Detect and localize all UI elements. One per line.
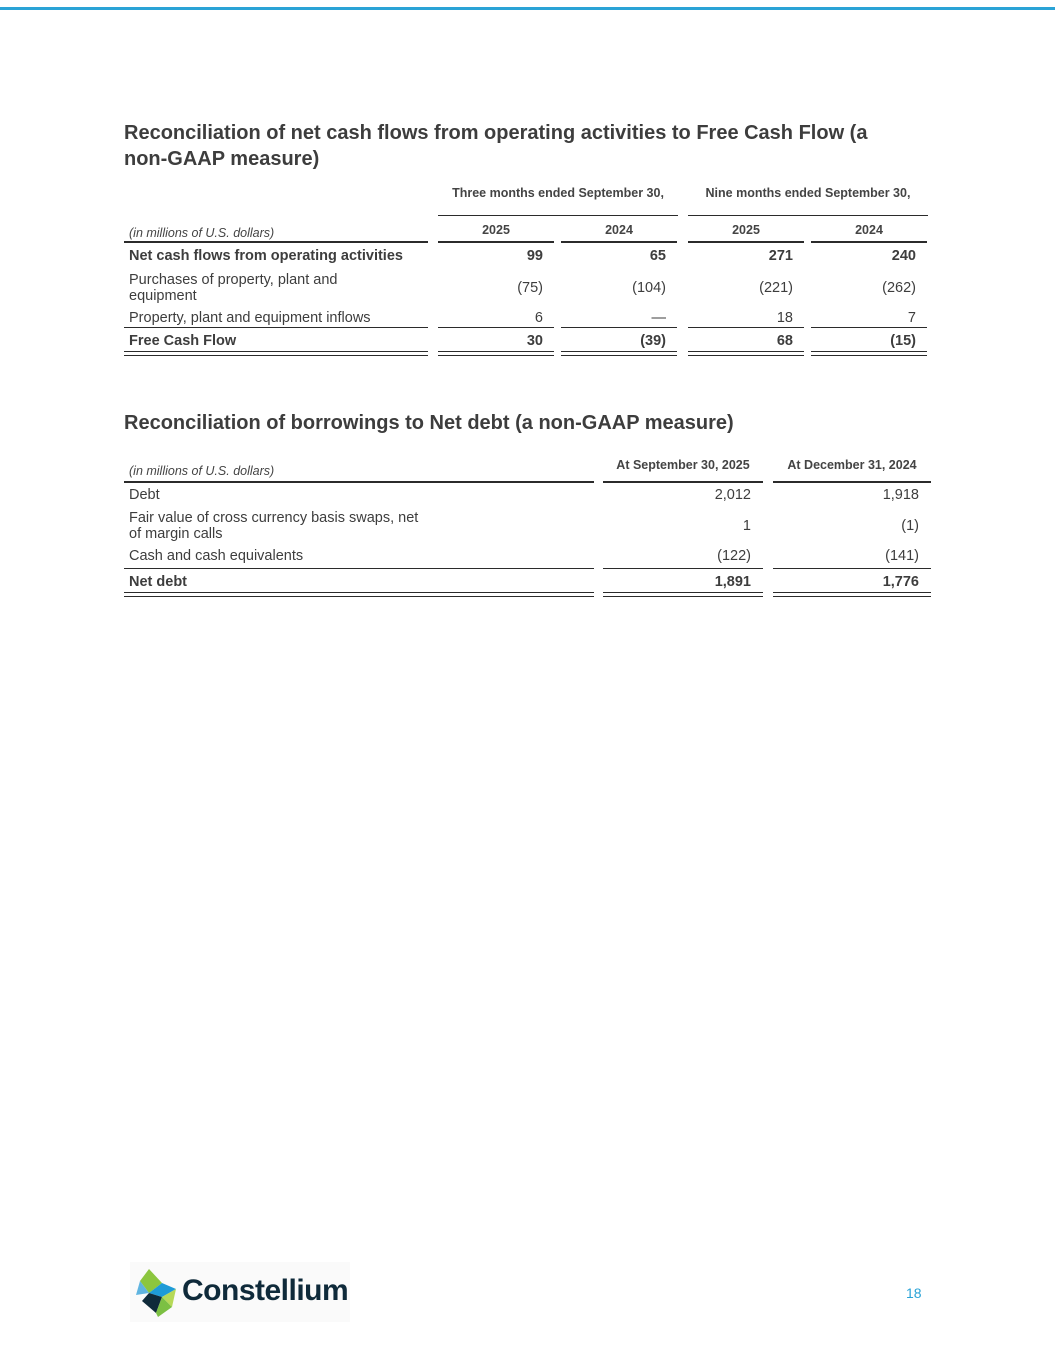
netdebt-row-label: Fair value of cross currency basis swaps, net of margin calls: [129, 510, 419, 542]
fcf-row-value: (39): [640, 333, 666, 349]
fcf-header-rule: [688, 241, 804, 243]
fcf-group-nine-rule: [688, 215, 928, 216]
fcf-row-value: 30: [526, 333, 543, 349]
netdebt-title: Reconciliation of borrowings to Net debt (a non-GAAP measure): [124, 412, 734, 434]
netdebt-total-rule: [773, 568, 931, 569]
fcf-row-label: Free Cash Flow: [129, 333, 237, 349]
fcf-year-header: 2025: [732, 223, 760, 237]
netdebt-row-value: 1,891: [714, 574, 751, 590]
fcf-double-underline: [438, 351, 554, 356]
netdebt-row-label: Cash and cash equivalents: [129, 548, 304, 564]
logo-wordmark: Constellium: [182, 1274, 349, 1307]
netdebt-row-value: 1: [742, 518, 751, 534]
netdebt-total-rule: [603, 568, 763, 569]
fcf-header-rule: [561, 241, 677, 243]
fcf-total-rule: [688, 327, 804, 328]
fcf-row-value: (104): [632, 280, 666, 296]
fcf-header-rule: [438, 241, 554, 243]
netdebt-double-underline: [773, 592, 931, 597]
netdebt-unit-label: (in millions of U.S. dollars): [129, 464, 275, 478]
netdebt-row-value: 1,776: [882, 574, 919, 590]
fcf-title: Reconciliation of net cash flows from operating activities to Free Cash Flow (a non-GAAP measure): [124, 122, 868, 170]
fcf-unit-label: (in millions of U.S. dollars): [129, 226, 275, 240]
fcf-year-header: 2024: [855, 223, 883, 237]
netdebt-header-rule: [124, 481, 594, 483]
netdebt-row-value: (1): [901, 518, 919, 534]
fcf-double-underline: [561, 351, 677, 356]
fcf-total-rule: [438, 327, 554, 328]
fcf-row-value: 65: [649, 248, 666, 264]
fcf-row-value: 240: [891, 248, 916, 264]
fcf-year-header: 2024: [605, 223, 633, 237]
fcf-row-value: (15): [890, 333, 916, 349]
netdebt-row-label: Net debt: [129, 574, 187, 590]
netdebt-row-value: (122): [717, 548, 751, 564]
netdebt-header-rule: [773, 481, 931, 483]
netdebt-row-value: 2,012: [714, 487, 751, 503]
netdebt-row-value: (141): [885, 548, 919, 564]
netdebt-double-underline: [124, 592, 594, 597]
netdebt-double-underline: [603, 592, 763, 597]
netdebt-row-value: 1,918: [882, 487, 919, 503]
constellium-logo: [130, 1262, 350, 1322]
fcf-group-three-months: Three months ended September 30,: [452, 186, 664, 200]
netdebt-col-dec-2024: At December 31, 2024: [787, 458, 917, 472]
netdebt-col-sep-2025: At September 30, 2025: [616, 458, 750, 472]
fcf-group-three-rule: [438, 215, 678, 216]
fcf-header-rule: [811, 241, 927, 243]
fcf-row-value: 271: [768, 248, 793, 264]
netdebt-total-rule: [124, 568, 594, 569]
fcf-double-underline: [124, 351, 428, 356]
netdebt-row-label: Debt: [129, 487, 160, 503]
fcf-header-rule: [124, 241, 428, 243]
fcf-row-value: (262): [882, 280, 916, 296]
fcf-row-label: Purchases of property, plant and equipment: [129, 272, 338, 304]
fcf-row-value: 68: [776, 333, 793, 349]
fcf-row-value: 6: [534, 310, 543, 326]
fcf-row-label: Net cash flows from operating activities: [129, 248, 403, 264]
fcf-row-value: (75): [517, 280, 543, 296]
fcf-double-underline: [688, 351, 804, 356]
fcf-double-underline: [811, 351, 927, 356]
fcf-year-header: 2025: [482, 223, 510, 237]
fcf-row-label: Property, plant and equipment inflows: [129, 310, 371, 326]
fcf-row-value: 7: [907, 310, 916, 326]
fcf-row-value: 18: [776, 310, 793, 326]
fcf-total-rule: [811, 327, 927, 328]
fcf-group-nine-months: Nine months ended September 30,: [705, 186, 911, 200]
netdebt-header-rule: [603, 481, 763, 483]
fcf-total-rule: [561, 327, 677, 328]
top-accent-rule: [0, 7, 1055, 10]
constellium-star-icon: [136, 1267, 182, 1319]
fcf-total-rule: [124, 327, 428, 328]
fcf-row-value: (221): [759, 280, 793, 296]
page-number: 18: [906, 1285, 922, 1301]
fcf-row-value: —: [651, 310, 666, 326]
fcf-row-value: 99: [526, 248, 543, 264]
